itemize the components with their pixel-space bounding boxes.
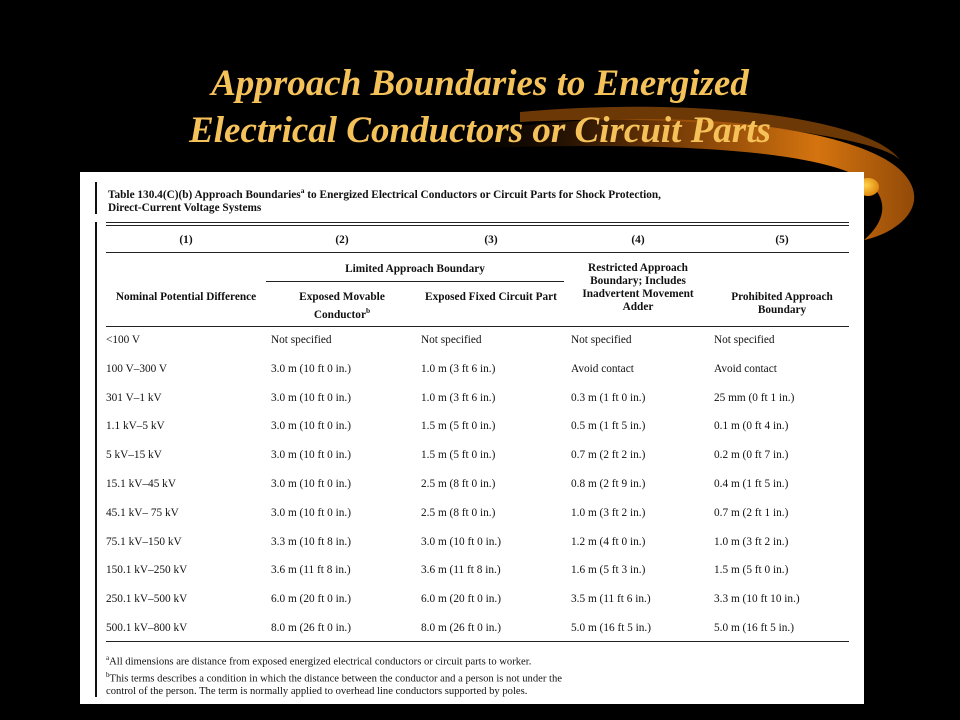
table-cell: 0.7 m (2 ft 1 in.) [714,506,789,519]
col-number-4: (4) [631,234,645,246]
table-cell: 2.5 m (8 ft 0 in.) [421,506,496,519]
caption-text-a: Table 130.4(C)(b) Approach Boundaries [108,188,301,201]
table-cell: 25 mm (0 ft 1 in.) [714,391,795,404]
table-cell: 0.4 m (1 ft 5 in.) [714,478,789,490]
header-movable-sup: b [365,306,371,315]
table-cell: 75.1 kV–150 kV [106,535,182,548]
table-caption [108,184,868,215]
table-cell: 1.0 m (3 ft 2 in.) [714,535,789,548]
table-cell: 0.8 m (2 ft 9 in.) [571,478,646,490]
table-cell: 2.5 m (8 ft 0 in.) [421,478,496,490]
col-number-3: (3) [484,234,498,246]
table-cell: 1.0 m (3 ft 6 in.) [421,391,496,404]
table-cell: 45.1 kV– 75 kV [106,506,179,519]
table-cell: 500.1 kV–800 kV [106,622,188,634]
table-cell: 3.6 m (11 ft 8 in.) [421,564,501,577]
table-cell: 3.0 m (10 ft 0 in.) [271,420,352,433]
table-cell: 5.0 m (16 ft 5 in.) [714,622,795,634]
footnotes [106,652,806,699]
col-number-5: (5) [775,234,789,246]
footnote-b-text: This terms describes a condition in which the distance between the conductor and a person is not under the [109,673,562,685]
col-number-1: (1) [179,234,193,246]
caption-text-line-2: Direct-Current Voltage Systems [108,201,262,214]
table-cell: 0.1 m (0 ft 4 in.) [714,420,789,433]
header-rule [106,252,849,253]
header-prohibited-approach: Prohibited Approach Boundary [731,291,833,316]
body-bottom-rule [106,641,849,642]
table-cell: 3.5 m (11 ft 6 in.) [571,593,651,606]
table-cell: Not specified [571,334,632,346]
header-movable-conductor [276,291,408,322]
table-top-rule-2 [106,225,849,226]
table-cell: 1.2 m (4 ft 0 in.) [571,535,646,548]
table-cell: 8.0 m (26 ft 0 in.) [271,622,352,634]
table-cell: 0.3 m (1 ft 0 in.) [571,391,646,404]
table-cell: 250.1 kV–500 kV [106,593,188,606]
table-cell: Avoid contact [714,362,777,375]
table-cell: 15.1 kV–45 kV [106,478,176,490]
table-cell: 1.1 kV–5 kV [106,420,165,433]
footnote-a [106,652,806,669]
group-header-limited: Limited Approach Boundary [345,263,485,275]
table-cell: 100 V–300 V [106,362,168,375]
table-cell: 1.5 m (5 ft 0 in.) [714,564,789,577]
table-cell: 1.6 m (5 ft 3 in.) [571,564,646,577]
caption-superscript: a [300,186,305,195]
group-header-rule [266,281,564,282]
header-nominal-potential: Nominal Potential Difference [115,291,257,303]
slide-title-line-1: Approach Boundaries to Energized [211,63,749,104]
table-cell: 3.0 m (10 ft 0 in.) [421,535,502,548]
table-cell: 3.3 m (10 ft 8 in.) [271,535,352,548]
header-restricted-approach: Restricted Approach Boundary; Includes Inadvertent Movement Adder [582,262,694,313]
table-cell: 1.0 m (3 ft 6 in.) [421,362,496,375]
footnote-a-text: All dimensions are distance from exposed energized electrical conductors or circuit parts to worker. [109,656,532,668]
footnote-b-mark: b [106,671,110,680]
table-top-rule [106,222,849,223]
table-cell: 3.6 m (11 ft 8 in.) [271,564,351,577]
footnote-a-mark: a [106,654,110,662]
table-cell: Not specified [271,334,332,346]
table-cell: 1.5 m (5 ft 0 in.) [421,449,496,462]
table-cell: 8.0 m (26 ft 0 in.) [421,622,502,634]
col-number-2: (2) [335,234,349,246]
footnote-b [106,669,806,686]
table-cell: 1.5 m (5 ft 0 in.) [421,420,496,433]
table-cell: Not specified [421,334,482,346]
table-cell: 5 kV–15 kV [106,449,162,462]
table-left-bar [95,222,97,697]
body-top-rule [106,326,849,327]
table-cell: Not specified [714,334,775,346]
table-cell: 3.3 m (10 ft 10 in.) [714,593,800,606]
slide-title [0,60,960,154]
header-movable-text: Exposed Movable Conductor [299,291,385,321]
header-fixed-circuit: Exposed Fixed Circuit Part [425,291,557,303]
table-cell: 3.0 m (10 ft 0 in.) [271,506,352,519]
table-cell: <100 V [106,334,141,346]
table-cell: 3.0 m (10 ft 0 in.) [271,391,352,404]
table-cell: 5.0 m (16 ft 5 in.) [571,622,652,634]
table-cell: 6.0 m (20 ft 0 in.) [421,593,502,606]
table-cell: 3.0 m (10 ft 0 in.) [271,362,352,375]
table-cell: 301 V–1 kV [106,391,162,404]
table-cell: 150.1 kV–250 kV [106,564,188,577]
table-cell: 0.7 m (2 ft 2 in.) [571,449,646,462]
table-panel [80,172,864,704]
table-cell: 3.0 m (10 ft 0 in.) [271,449,352,462]
table-cell: 6.0 m (20 ft 0 in.) [271,593,352,606]
table-cell: 0.5 m (1 ft 5 in.) [571,420,646,433]
caption-bar [95,182,97,214]
table-cell: Avoid contact [571,362,634,375]
table-cell: 1.0 m (3 ft 2 in.) [571,506,646,519]
slide-title-line-2: Electrical Conductors or Circuit Parts [189,110,771,151]
footnote-b-text-2: control of the person. The term is normally applied to overhead line conductors supported by poles. [106,686,528,698]
table-cell: 0.2 m (0 ft 7 in.) [714,449,789,462]
caption-text-b: to Energized Electrical Conductors or Circuit Parts for Shock Protection, [304,188,661,201]
table-cell: 3.0 m (10 ft 0 in.) [271,478,352,490]
